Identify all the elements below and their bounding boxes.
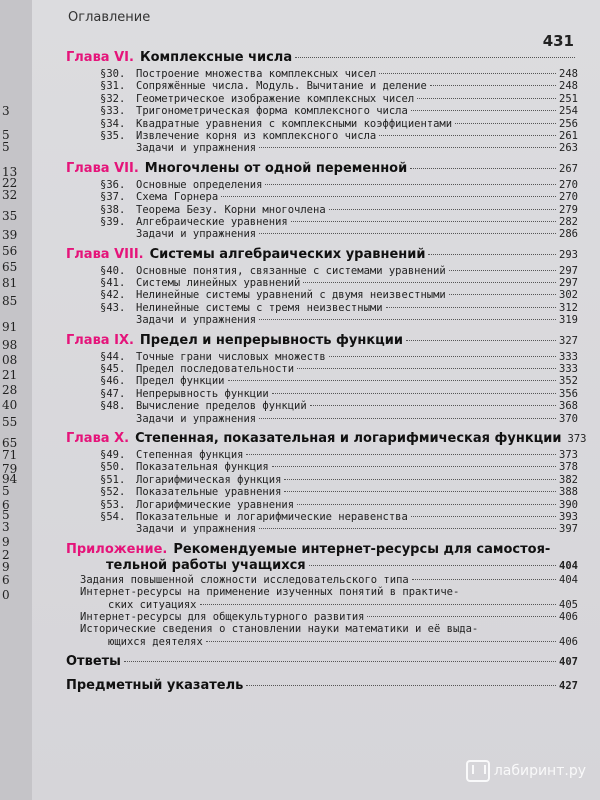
answers-page: 407 <box>559 656 578 669</box>
dot-leader <box>259 319 556 320</box>
section-number: §30. <box>100 68 126 80</box>
section-page: 319 <box>559 314 578 327</box>
dot-leader <box>259 418 556 419</box>
section-page: 333 <box>559 363 578 376</box>
section-page: 393 <box>559 510 578 523</box>
left-page-number: 13 <box>2 165 18 179</box>
toc-entry[interactable] <box>66 93 578 105</box>
section-page: 251 <box>559 92 578 105</box>
section-title: Показательные и логарифмические неравенства <box>136 510 408 523</box>
dot-leader <box>379 73 556 74</box>
section-title: Схема Горнера <box>136 191 219 204</box>
toc-entry[interactable] <box>66 80 578 92</box>
section-title: Системы линейных уравнений <box>136 277 301 290</box>
dot-leader <box>259 147 556 148</box>
chapter-label: Глава X. <box>66 430 130 446</box>
section-title: Показательная функция <box>136 461 269 474</box>
section-title: Основные понятия, связанные с системами уравнений <box>136 264 446 277</box>
toc-entry[interactable] <box>66 204 578 216</box>
appendix-entry-title: Задания повышенной сложности исследовательского типа <box>80 573 409 586</box>
running-head: Оглавление <box>68 10 151 25</box>
appendix-entry[interactable] <box>80 623 578 635</box>
toc-entry[interactable] <box>66 228 578 240</box>
chapter-heading[interactable] <box>66 50 578 68</box>
section-page: 302 <box>559 289 578 302</box>
toc-entry[interactable] <box>66 486 578 498</box>
appendix-entry-cont[interactable] <box>80 599 578 611</box>
chapter-page: 327 <box>559 334 578 347</box>
watermark-text: лабиринт.ру <box>493 763 586 779</box>
section-page: 370 <box>559 412 578 425</box>
chapter-heading[interactable] <box>66 161 578 179</box>
chapter-title: Комплексные числа <box>139 50 293 65</box>
left-page-number: 9 <box>2 560 10 574</box>
dot-leader <box>411 516 556 517</box>
left-page-number: 81 <box>2 276 18 290</box>
section-number: §47. <box>100 387 126 400</box>
answers-title: Ответы <box>66 654 121 670</box>
appendix-label: Приложение. <box>66 541 168 557</box>
toc-entry[interactable] <box>66 142 578 154</box>
section-title: Задачи и упражнения <box>136 523 257 536</box>
section-title: Задачи и упражнения <box>136 314 257 327</box>
dot-leader <box>449 270 556 271</box>
section-number: §48. <box>100 400 126 413</box>
section-number: §39. <box>100 215 126 228</box>
dot-leader <box>367 616 556 617</box>
toc-entry[interactable] <box>66 179 578 191</box>
section-title: Непрерывность функции <box>136 387 269 400</box>
section-number: §49. <box>100 448 126 461</box>
toc-entry[interactable] <box>66 105 578 117</box>
left-page-number: 0 <box>2 588 10 602</box>
left-page-number: 6 <box>2 573 10 587</box>
appendix-entry-title: ских ситуациях <box>108 598 197 611</box>
appendix-title: тельной работы учащихся <box>106 557 306 573</box>
dot-leader <box>430 85 556 86</box>
section-number: §52. <box>100 486 126 499</box>
appendix-entry-title: Интернет-ресурсы для общекультурного развития <box>80 610 365 623</box>
section-page: 312 <box>559 301 578 314</box>
section-title: Построение множества комплексных чисел <box>136 68 377 80</box>
section-number: §50. <box>100 461 126 474</box>
left-page-number: 55 <box>2 415 18 429</box>
chapter-label: Глава VII. <box>66 160 139 176</box>
appendix-entry-title: Интернет-ресурсы на применение изученных понятий в практиче- <box>80 586 460 599</box>
appendix-entry-page: 404 <box>559 573 578 586</box>
left-page-number: 5 <box>2 140 10 154</box>
appendix-entry[interactable] <box>80 611 578 623</box>
left-page-number: 08 <box>2 353 18 367</box>
dot-leader <box>124 661 556 662</box>
appendix-entry-title: ющихся деятелях <box>108 635 203 648</box>
toc-entry[interactable] <box>66 461 578 473</box>
appendix-page: 404 <box>559 559 578 572</box>
chapter-label: Глава VIII. <box>66 246 144 262</box>
left-page-number: 35 <box>2 209 18 223</box>
section-page: 270 <box>559 191 578 204</box>
appendix-entry-title: Исторические сведения о становлении науки математики и её выда- <box>80 623 479 636</box>
section-number: §37. <box>100 191 126 204</box>
dot-leader <box>295 57 575 58</box>
left-page-number: 32 <box>2 188 18 202</box>
labirint-logo-icon <box>466 760 490 782</box>
left-page-number: 98 <box>2 338 18 352</box>
toc-entry[interactable] <box>66 302 578 314</box>
dot-leader <box>284 479 556 480</box>
left-page-number: 5 <box>2 484 10 498</box>
chapter-title: Многочлены от одной переменной <box>144 160 408 176</box>
appendix-entry-page: 405 <box>559 598 578 611</box>
appendix-entry-page: 406 <box>559 635 578 648</box>
watermark <box>466 760 586 782</box>
section-page: 368 <box>559 400 578 413</box>
chapter-heading[interactable] <box>66 333 578 351</box>
left-page-number: 9 <box>2 535 10 549</box>
section-number: §34. <box>100 117 126 130</box>
section-page: 286 <box>559 228 578 241</box>
left-page-number: 28 <box>2 383 18 397</box>
index-page: 427 <box>559 680 578 693</box>
section-page: 382 <box>559 473 578 486</box>
section-page: 270 <box>559 178 578 191</box>
left-page-number: 85 <box>2 294 18 308</box>
section-number: §41. <box>100 277 126 290</box>
chapter-title: Предел и непрерывность функции <box>139 332 404 348</box>
section-title: Предел функции <box>136 375 225 388</box>
toc-entry[interactable] <box>66 523 578 535</box>
left-page-number: 79 <box>2 462 18 476</box>
section-number: §53. <box>100 498 126 511</box>
dot-leader <box>417 98 556 99</box>
book-page <box>32 0 600 800</box>
chapter-heading[interactable] <box>66 247 578 265</box>
toc-entry[interactable] <box>66 499 578 511</box>
toc-entry[interactable] <box>66 191 578 203</box>
appendix-heading[interactable] <box>66 542 578 574</box>
dot-leader <box>272 466 556 467</box>
chapter-heading[interactable] <box>66 430 587 449</box>
left-page-number: 65 <box>2 260 18 274</box>
dot-leader <box>303 282 556 283</box>
dot-leader <box>329 356 556 357</box>
toc-entry[interactable] <box>66 265 578 277</box>
appendix-title-line <box>66 542 578 558</box>
section-title: Показательные уравнения <box>136 486 282 499</box>
section-title: Задачи и упражнения <box>136 412 257 425</box>
section-page: 248 <box>559 68 578 80</box>
dot-leader <box>410 168 556 169</box>
appendix-entry[interactable] <box>80 586 578 598</box>
section-page: 261 <box>559 129 578 142</box>
toc-entry[interactable] <box>66 413 578 425</box>
toc-entry[interactable] <box>66 351 578 363</box>
dot-leader <box>200 604 557 605</box>
section-title: Основные определения <box>136 178 263 191</box>
section-number: §33. <box>100 105 126 118</box>
left-page-number: 3 <box>2 520 10 534</box>
chapter-label: Глава VI. <box>66 50 134 65</box>
section-title: Квадратные уравнения с комплексными коэффициентами <box>136 117 453 130</box>
section-page: 256 <box>559 117 578 130</box>
section-page: 373 <box>559 448 578 461</box>
toc-entry[interactable] <box>66 400 578 412</box>
section-title: Логарифмические уравнения <box>136 498 295 511</box>
section-page: 397 <box>559 523 578 536</box>
appendix-entry-cont[interactable] <box>80 636 578 648</box>
section-title: Геометрическое изображение комплексных чисел <box>136 92 415 105</box>
toc-entry[interactable] <box>66 130 578 142</box>
chapter-title: Системы алгебраических уравнений <box>149 246 426 262</box>
left-page-number: 2 <box>2 548 10 562</box>
section-title: Нелинейные системы с тремя неизвестными <box>136 301 383 314</box>
section-title: Задачи и упражнения <box>136 228 257 241</box>
answers-heading[interactable] <box>66 654 578 672</box>
left-page-edge <box>0 0 32 800</box>
section-number: §42. <box>100 289 126 302</box>
appendix-entries <box>66 574 578 648</box>
toc-entry[interactable] <box>66 314 578 326</box>
section-number: §44. <box>100 350 126 363</box>
section-page: 352 <box>559 375 578 388</box>
toc-entry[interactable] <box>66 216 578 228</box>
section-page: 297 <box>559 277 578 290</box>
section-page: 254 <box>559 105 578 118</box>
dot-leader <box>412 579 556 580</box>
dot-leader <box>221 196 556 197</box>
section-number: §51. <box>100 473 126 486</box>
dot-leader <box>246 685 556 686</box>
dot-leader <box>310 405 556 406</box>
section-page: 390 <box>559 498 578 511</box>
dot-leader <box>272 393 556 394</box>
dot-leader <box>449 294 556 295</box>
section-number: §46. <box>100 375 126 388</box>
toc-entry[interactable] <box>66 511 578 523</box>
section-title: Нелинейные системы уравнений с двумя неизвестными <box>136 289 446 302</box>
section-page: 282 <box>559 215 578 228</box>
dot-leader <box>379 135 556 136</box>
dot-leader <box>309 565 556 566</box>
left-page-number: 5 <box>2 508 10 522</box>
section-title: Точные грани числовых множеств <box>136 350 326 363</box>
chapter-page: 373 <box>567 432 587 445</box>
section-number: §38. <box>100 203 126 216</box>
dot-leader <box>297 368 556 369</box>
left-page-number: 94 <box>2 472 18 486</box>
section-page: 297 <box>559 264 578 277</box>
dot-leader <box>297 504 556 505</box>
left-page-number: 91 <box>2 320 18 334</box>
left-page-number: 39 <box>2 228 18 242</box>
dot-leader <box>284 491 556 492</box>
left-page-number: 65 <box>2 436 18 450</box>
toc-entry[interactable] <box>66 277 578 289</box>
dot-leader <box>259 528 556 529</box>
section-page: 378 <box>559 461 578 474</box>
section-page: 248 <box>559 80 578 93</box>
section-title: Предел последовательности <box>136 363 295 376</box>
section-number: §43. <box>100 301 126 314</box>
toc-entry[interactable] <box>66 289 578 301</box>
appendix-entry-page: 406 <box>559 610 578 623</box>
left-page-number: 56 <box>2 244 18 258</box>
index-title: Предметный указатель <box>66 678 244 694</box>
toc-entry[interactable] <box>66 449 578 461</box>
appendix-entry[interactable] <box>80 574 578 586</box>
section-title: Алгебраические уравнения <box>136 215 288 228</box>
chapter-page: 267 <box>559 162 578 175</box>
toc-entry[interactable] <box>66 118 578 130</box>
dot-leader <box>329 209 556 210</box>
dot-leader <box>386 307 556 308</box>
section-number: §40. <box>100 264 126 277</box>
section-number: §54. <box>100 510 126 523</box>
appendix-title-line <box>66 558 578 574</box>
section-number: §36. <box>100 178 126 191</box>
toc-entry[interactable] <box>66 68 578 80</box>
section-page: 333 <box>559 350 578 363</box>
section-number: §35. <box>100 129 126 142</box>
dot-leader <box>291 221 556 222</box>
section-page: 279 <box>559 203 578 216</box>
dot-leader <box>406 340 556 341</box>
section-number: §32. <box>100 92 126 105</box>
section-title: Теорема Безу. Корни многочлена <box>136 203 326 216</box>
left-page-number: 40 <box>2 398 18 412</box>
appendix-title: Рекомендуемые интернет-ресурсы для самостоя- <box>173 541 551 557</box>
chapter-label: Глава IX. <box>66 332 134 348</box>
left-page-number: 22 <box>2 176 18 190</box>
left-page-number: 71 <box>2 448 18 462</box>
section-page: 388 <box>559 486 578 499</box>
section-number: §31. <box>100 80 126 93</box>
dot-leader <box>455 123 556 124</box>
section-page: 263 <box>559 142 578 155</box>
section-title: Вычисление пределов функций <box>136 400 307 413</box>
section-number: §45. <box>100 363 126 376</box>
toc-entry[interactable] <box>66 388 578 400</box>
toc-entry[interactable] <box>66 474 578 486</box>
section-page: 356 <box>559 387 578 400</box>
section-title: Сопряжённые числа. Модуль. Вычитание и деление <box>136 80 427 93</box>
left-page-number: 21 <box>2 368 18 382</box>
left-page-number: 3 <box>2 104 10 118</box>
dot-leader <box>246 454 556 455</box>
dot-leader <box>228 380 557 381</box>
toc-entry[interactable] <box>66 375 578 387</box>
section-title: Тригонометрическая форма комплексного числа <box>136 105 408 118</box>
dot-leader <box>428 254 556 255</box>
left-page-number: 5 <box>2 128 10 142</box>
section-title: Степенная функция <box>136 448 244 461</box>
section-title: Задачи и упражнения <box>136 142 257 155</box>
left-page-number: 6 <box>2 498 10 512</box>
dot-leader <box>265 184 556 185</box>
chapter-title: Степенная, показательная и логарифмическая функции <box>135 430 562 446</box>
section-title: Логарифмическая функция <box>136 473 282 486</box>
chapter-page: 293 <box>559 248 578 261</box>
table-of-contents <box>66 50 587 696</box>
dot-leader <box>259 233 556 234</box>
page-number: 431 <box>542 32 574 50</box>
dot-leader <box>411 110 556 111</box>
section-title: Извлечение корня из комплексного числа <box>136 129 377 142</box>
toc-entry[interactable] <box>66 363 578 375</box>
dot-leader <box>206 641 556 642</box>
index-heading[interactable] <box>66 678 578 696</box>
